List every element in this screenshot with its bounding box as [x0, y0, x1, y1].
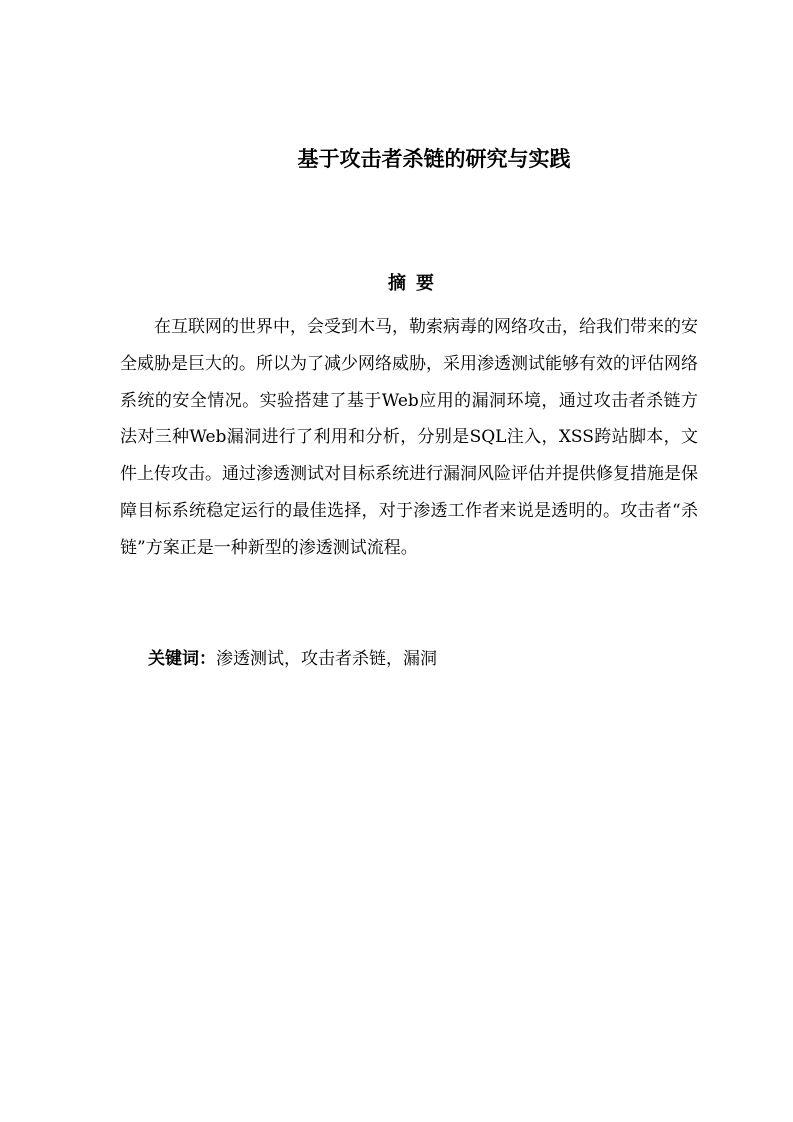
- keywords-value: 渗透测试，攻击者杀链，漏洞: [216, 649, 437, 669]
- abstract-heading-char-2: 要: [416, 273, 434, 294]
- page-title: 基于攻击者杀链的研究与实践: [297, 147, 571, 171]
- abstract-body: 在互联网的世界中，会受到木马，勒索病毒的网络攻击，给我们带来的安全威胁是巨大的。所以为了减少网络威胁，采用渗透测试能够有效的评估网络系统的安全情况。实验搭建了基于Web应用的漏洞环境，通过攻击者杀链方法对三种Web漏洞进行了利用和分析，分别是SQL注入，XSS跨站脚本，文件上传攻击。通过渗透测试对目标系统进行漏洞风险评估并提供修复措施是保障目标系统稳定运行的最佳选择，对于渗透工作者来说是透明的。攻击者“杀链”方案正是一种新型的渗透测试流程。: [120, 317, 698, 558]
- keywords-line: [148, 645, 708, 673]
- abstract-heading-char-1: 摘: [388, 273, 406, 294]
- keywords-label: 关键词：: [148, 649, 216, 669]
- abstract-heading: [0, 270, 793, 298]
